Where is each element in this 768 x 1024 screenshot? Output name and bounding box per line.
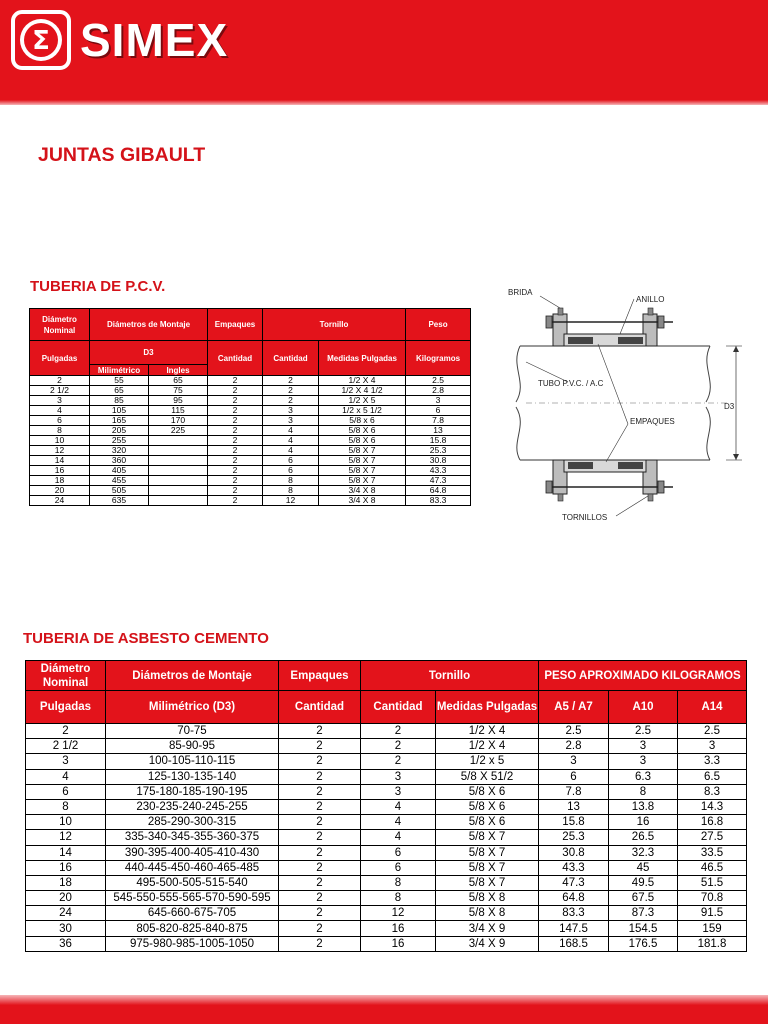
table-cell: 15.8 — [539, 815, 609, 830]
table-cell: 147.5 — [539, 921, 609, 936]
table-cell: 2.5 — [678, 724, 747, 739]
table-cell: 45 — [609, 860, 678, 875]
table-row — [30, 386, 471, 396]
pcv-table-body — [30, 376, 471, 506]
table-cell: 24 — [26, 906, 106, 921]
table-cell: 3.3 — [678, 754, 747, 769]
table-cell: 30.8 — [539, 845, 609, 860]
table-cell: 3 — [678, 739, 747, 754]
table-cell: 165 — [90, 416, 149, 426]
table-cell: 12 — [361, 906, 436, 921]
table-cell: 3 — [609, 754, 678, 769]
ac-header-montaje: Diámetros de Montaje — [106, 661, 279, 691]
table-cell: 8 — [30, 426, 90, 436]
table-cell: 25.3 — [539, 830, 609, 845]
diagram-label-tornillos: TORNILLOS — [562, 513, 608, 522]
pcv-header-empaques: Empaques — [208, 309, 263, 341]
table-cell: 2 — [208, 426, 263, 436]
table-cell: 2.5 — [406, 376, 471, 386]
table-row — [30, 486, 471, 496]
table-cell: 3 — [263, 416, 319, 426]
table-cell: 2 — [279, 845, 361, 860]
table-cell: 10 — [26, 815, 106, 830]
table-cell: 1/2 X 4 — [436, 724, 539, 739]
table-cell: 2 — [208, 396, 263, 406]
table-row — [26, 830, 747, 845]
table-cell: 2 — [208, 416, 263, 426]
pcv-header-cantidad: Cantidad — [208, 341, 263, 376]
ac-header-peso: PESO APROXIMADO KILOGRAMOS — [539, 661, 747, 691]
table-cell: 2 — [279, 724, 361, 739]
table-cell: 67.5 — [609, 891, 678, 906]
table-cell: 5/8 X 6 — [319, 436, 406, 446]
table-cell: 5/8 X 7 — [436, 845, 539, 860]
table-cell: 4 — [361, 815, 436, 830]
table-cell: 255 — [90, 436, 149, 446]
table-cell: 2 — [279, 754, 361, 769]
table-cell: 2 — [279, 784, 361, 799]
table-cell: 320 — [90, 446, 149, 456]
ac-header-tornillo: Tornillo — [361, 661, 539, 691]
diagram-label-anillo: ANILLO — [636, 295, 665, 304]
ac-section-title: TUBERIA DE ASBESTO CEMENTO — [23, 630, 269, 647]
table-row — [30, 396, 471, 406]
table-cell: 20 — [30, 486, 90, 496]
table-cell: 2 1/2 — [26, 739, 106, 754]
table-cell: 5/8 X 51/2 — [436, 769, 539, 784]
table-row — [26, 739, 747, 754]
footer-band — [0, 995, 768, 1024]
table-cell: 100-105-110-115 — [106, 754, 279, 769]
table-cell: 4 — [263, 446, 319, 456]
pcv-header-peso: Peso — [406, 309, 471, 341]
table-row — [30, 426, 471, 436]
table-cell: 2.5 — [539, 724, 609, 739]
table-cell: 545-550-555-565-570-590-595 — [106, 891, 279, 906]
pcv-header-tornillo: Tornillo — [263, 309, 406, 341]
table-cell: 170 — [149, 416, 208, 426]
pcv-header-ingles: Ingles — [149, 365, 208, 376]
table-cell: 3 — [361, 784, 436, 799]
ac-header-medidas: Medidas Pulgadas — [436, 691, 539, 724]
table-cell: 47.3 — [539, 875, 609, 890]
table-cell: 159 — [678, 921, 747, 936]
table-row — [26, 815, 747, 830]
table-cell: 1/2 x 5 1/2 — [319, 406, 406, 416]
table-cell: 87.3 — [609, 906, 678, 921]
table-cell: 7.8 — [539, 784, 609, 799]
table-cell: 105 — [90, 406, 149, 416]
table-cell: 175-180-185-190-195 — [106, 784, 279, 799]
table-row — [30, 446, 471, 456]
brand-name: SIMEX — [80, 14, 229, 66]
ac-header-a5a7: A5 / A7 — [539, 691, 609, 724]
table-cell: 8 — [361, 875, 436, 890]
table-cell: 4 — [361, 799, 436, 814]
table-cell: 6 — [263, 466, 319, 476]
header-gradient — [0, 100, 768, 105]
table-cell: 8 — [263, 486, 319, 496]
table-cell: 15.8 — [406, 436, 471, 446]
table-row — [30, 406, 471, 416]
table-cell — [149, 446, 208, 456]
table-cell: 176.5 — [609, 936, 678, 951]
table-cell: 2 — [263, 386, 319, 396]
pcv-header-kilogramos: Kilogramos — [406, 341, 471, 376]
table-cell: 75 — [149, 386, 208, 396]
diagram-label-tubo: TUBO P.V.C. / A.C — [538, 379, 604, 388]
table-cell: 975-980-985-1005-1050 — [106, 936, 279, 951]
table-cell: 83.3 — [539, 906, 609, 921]
table-cell — [149, 436, 208, 446]
table-cell: 4 — [26, 769, 106, 784]
table-cell: 16 — [30, 466, 90, 476]
table-cell: 6 — [361, 845, 436, 860]
table-cell: 43.3 — [539, 860, 609, 875]
table-cell: 5/8 X 6 — [436, 784, 539, 799]
table-cell: 2 — [208, 486, 263, 496]
table-cell: 2 — [208, 446, 263, 456]
table-cell: 12 — [26, 830, 106, 845]
table-cell: 390-395-400-405-410-430 — [106, 845, 279, 860]
table-cell: 16.8 — [678, 815, 747, 830]
table-cell: 2 1/2 — [30, 386, 90, 396]
table-cell: 2 — [279, 921, 361, 936]
table-cell — [149, 456, 208, 466]
table-cell: 2 — [208, 376, 263, 386]
table-cell — [149, 476, 208, 486]
table-cell: 6 — [263, 456, 319, 466]
table-cell: 2 — [279, 906, 361, 921]
table-cell: 5/8 X 7 — [436, 830, 539, 845]
table-cell: 18 — [30, 476, 90, 486]
table-cell: 30.8 — [406, 456, 471, 466]
table-cell: 2 — [26, 724, 106, 739]
table-cell: 2 — [361, 754, 436, 769]
table-row — [26, 754, 747, 769]
table-cell: 3 — [539, 754, 609, 769]
table-cell: 205 — [90, 426, 149, 436]
table-cell: 405 — [90, 466, 149, 476]
table-cell: 14 — [30, 456, 90, 466]
ac-header-a10: A10 — [609, 691, 678, 724]
table-cell: 16 — [26, 860, 106, 875]
ac-header-pulgadas: Pulgadas — [26, 691, 106, 724]
table-cell: 2 — [279, 936, 361, 951]
table-cell: 335-340-345-355-360-375 — [106, 830, 279, 845]
table-cell: 2 — [208, 386, 263, 396]
table-row — [30, 376, 471, 386]
table-cell: 18 — [26, 875, 106, 890]
table-cell: 3 — [263, 406, 319, 416]
table-cell: 2 — [208, 466, 263, 476]
table-cell: 5/8 x 6 — [319, 416, 406, 426]
table-cell: 85 — [90, 396, 149, 406]
table-cell: 43.3 — [406, 466, 471, 476]
table-cell: 1/2 X 4 — [319, 376, 406, 386]
table-cell: 91.5 — [678, 906, 747, 921]
table-cell: 1/2 x 5 — [436, 754, 539, 769]
table-cell: 30 — [26, 921, 106, 936]
ac-table-body — [26, 724, 747, 952]
table-cell: 13.8 — [609, 799, 678, 814]
table-row — [26, 891, 747, 906]
table-cell: 360 — [90, 456, 149, 466]
table-cell: 8.3 — [678, 784, 747, 799]
ac-header-diametro: Diámetro Nominal — [26, 661, 106, 691]
pcv-header-cantidad-tornillo: Cantidad — [263, 341, 319, 376]
table-cell: 2 — [208, 406, 263, 416]
table-cell: 49.5 — [609, 875, 678, 890]
table-row — [26, 724, 747, 739]
table-cell: 6 — [539, 769, 609, 784]
table-cell: 2.8 — [406, 386, 471, 396]
table-cell: 115 — [149, 406, 208, 416]
table-cell: 2 — [263, 396, 319, 406]
table-cell: 3/4 X 9 — [436, 921, 539, 936]
table-cell: 3 — [26, 754, 106, 769]
table-cell: 26.5 — [609, 830, 678, 845]
table-cell: 4 — [263, 436, 319, 446]
table-cell: 2.5 — [609, 724, 678, 739]
table-cell: 25.3 — [406, 446, 471, 456]
table-cell: 2 — [208, 436, 263, 446]
diagram-label-empaques: EMPAQUES — [630, 417, 675, 426]
table-cell: 5/8 X 7 — [436, 875, 539, 890]
table-cell: 33.5 — [678, 845, 747, 860]
table-row — [26, 769, 747, 784]
table-cell: 20 — [26, 891, 106, 906]
table-cell: 455 — [90, 476, 149, 486]
table-cell: 2 — [279, 860, 361, 875]
table-cell: 6 — [361, 860, 436, 875]
table-cell: 3 — [361, 769, 436, 784]
table-cell: 47.3 — [406, 476, 471, 486]
table-cell: 13 — [539, 799, 609, 814]
table-cell: 14.3 — [678, 799, 747, 814]
table-cell: 5/8 X 6 — [319, 426, 406, 436]
table-cell: 8 — [263, 476, 319, 486]
table-cell: 3/4 X 8 — [319, 496, 406, 506]
table-cell: 24 — [30, 496, 90, 506]
pcv-header-pulgadas: Pulgadas — [30, 341, 90, 376]
brand-logo — [10, 10, 228, 70]
pcv-table — [29, 308, 471, 506]
table-cell: 95 — [149, 396, 208, 406]
table-cell: 5/8 X 7 — [319, 466, 406, 476]
table-cell: 2 — [279, 875, 361, 890]
table-cell: 1/2 X 4 — [436, 739, 539, 754]
table-cell: 230-235-240-245-255 — [106, 799, 279, 814]
pcv-header-milimetrico: Milimétrico — [90, 365, 149, 376]
pcv-header-montaje: Diámetros de Montaje — [90, 309, 208, 341]
table-cell: 6.5 — [678, 769, 747, 784]
table-cell: 3/4 X 9 — [436, 936, 539, 951]
table-cell: 70.8 — [678, 891, 747, 906]
table-cell: 65 — [149, 376, 208, 386]
table-cell: 1/2 X 5 — [319, 396, 406, 406]
ac-header-milimetrico: Milimétrico (D3) — [106, 691, 279, 724]
table-row — [30, 476, 471, 486]
table-row — [30, 496, 471, 506]
table-row — [30, 466, 471, 476]
table-cell: 85-90-95 — [106, 739, 279, 754]
table-cell: 8 — [26, 799, 106, 814]
table-cell: 83.3 — [406, 496, 471, 506]
table-cell: 14 — [26, 845, 106, 860]
table-row — [30, 436, 471, 446]
table-row — [30, 416, 471, 426]
table-cell: 3/4 X 8 — [319, 486, 406, 496]
table-cell: 46.5 — [678, 860, 747, 875]
table-cell: 5/8 X 8 — [436, 906, 539, 921]
table-cell: 181.8 — [678, 936, 747, 951]
table-row — [26, 845, 747, 860]
table-cell — [149, 486, 208, 496]
table-cell: 1/2 X 4 1/2 — [319, 386, 406, 396]
table-cell: 505 — [90, 486, 149, 496]
table-cell: 8 — [361, 891, 436, 906]
table-cell: 2 — [361, 724, 436, 739]
table-row — [26, 906, 747, 921]
table-row — [30, 456, 471, 466]
table-row — [26, 936, 747, 951]
table-cell: 10 — [30, 436, 90, 446]
table-cell: 2.8 — [539, 739, 609, 754]
table-cell: 2 — [208, 496, 263, 506]
diagram-label-brida: BRIDA — [508, 288, 533, 297]
table-cell: 5/8 X 7 — [319, 456, 406, 466]
table-cell: 6.3 — [609, 769, 678, 784]
table-cell: 5/8 X 7 — [319, 476, 406, 486]
table-cell: 6 — [406, 406, 471, 416]
table-cell: 2 — [208, 456, 263, 466]
table-cell: 4 — [263, 426, 319, 436]
table-cell: 7.8 — [406, 416, 471, 426]
table-cell: 36 — [26, 936, 106, 951]
ac-table — [25, 660, 747, 952]
ac-header-a14: A14 — [678, 691, 747, 724]
gibault-joint-diagram — [498, 282, 756, 526]
pcv-header-d3: D3 — [90, 341, 208, 365]
table-cell — [149, 496, 208, 506]
table-cell: 16 — [361, 921, 436, 936]
table-cell: 2 — [263, 376, 319, 386]
table-row — [26, 784, 747, 799]
table-cell: 285-290-300-315 — [106, 815, 279, 830]
table-row — [26, 921, 747, 936]
table-row — [26, 860, 747, 875]
table-cell: 125-130-135-140 — [106, 769, 279, 784]
diagram-label-d3: D3 — [724, 402, 735, 411]
table-cell: 2 — [361, 739, 436, 754]
table-cell: 64.8 — [406, 486, 471, 496]
table-cell: 16 — [361, 936, 436, 951]
table-cell: 2 — [208, 476, 263, 486]
table-cell: 70-75 — [106, 724, 279, 739]
table-cell: 4 — [30, 406, 90, 416]
pcv-header-diametro: Diámetro Nominal — [30, 309, 90, 341]
table-row — [26, 799, 747, 814]
table-cell: 225 — [149, 426, 208, 436]
table-cell: 5/8 X 7 — [319, 446, 406, 456]
table-cell: 12 — [263, 496, 319, 506]
sigma-logo-icon — [10, 9, 72, 71]
table-cell: 12 — [30, 446, 90, 456]
table-cell: 2 — [30, 376, 90, 386]
table-cell: 3 — [30, 396, 90, 406]
table-cell: 65 — [90, 386, 149, 396]
table-cell: 168.5 — [539, 936, 609, 951]
logo-symbol: Σ — [32, 26, 50, 56]
table-cell: 805-820-825-840-875 — [106, 921, 279, 936]
table-cell: 5/8 X 8 — [436, 891, 539, 906]
pcv-header-medidas: Medidas Pulgadas — [319, 341, 406, 376]
ac-header-cantidad: Cantidad — [279, 691, 361, 724]
table-cell: 5/8 X 7 — [436, 860, 539, 875]
table-cell: 55 — [90, 376, 149, 386]
ac-header-empaques: Empaques — [279, 661, 361, 691]
table-cell: 2 — [279, 769, 361, 784]
table-cell: 2 — [279, 891, 361, 906]
pcv-section-title: TUBERIA DE P.C.V. — [30, 278, 166, 295]
table-cell: 5/8 X 6 — [436, 799, 539, 814]
table-cell: 3 — [609, 739, 678, 754]
table-cell: 51.5 — [678, 875, 747, 890]
table-cell: 32.3 — [609, 845, 678, 860]
table-cell: 495-500-505-515-540 — [106, 875, 279, 890]
table-cell: 6 — [26, 784, 106, 799]
table-cell: 64.8 — [539, 891, 609, 906]
table-cell: 13 — [406, 426, 471, 436]
table-cell: 27.5 — [678, 830, 747, 845]
table-cell: 4 — [361, 830, 436, 845]
table-cell: 2 — [279, 815, 361, 830]
table-row — [26, 875, 747, 890]
table-cell: 635 — [90, 496, 149, 506]
table-cell: 440-445-450-460-465-485 — [106, 860, 279, 875]
table-cell: 16 — [609, 815, 678, 830]
page-title: JUNTAS GIBAULT — [38, 144, 206, 166]
ac-header-cantidad-tornillo: Cantidad — [361, 691, 436, 724]
table-cell: 645-660-675-705 — [106, 906, 279, 921]
table-cell: 5/8 X 6 — [436, 815, 539, 830]
table-cell — [149, 466, 208, 476]
table-cell: 3 — [406, 396, 471, 406]
table-cell: 2 — [279, 830, 361, 845]
table-cell: 2 — [279, 739, 361, 754]
table-cell: 8 — [609, 784, 678, 799]
table-cell: 154.5 — [609, 921, 678, 936]
table-cell: 6 — [30, 416, 90, 426]
table-cell: 2 — [279, 799, 361, 814]
